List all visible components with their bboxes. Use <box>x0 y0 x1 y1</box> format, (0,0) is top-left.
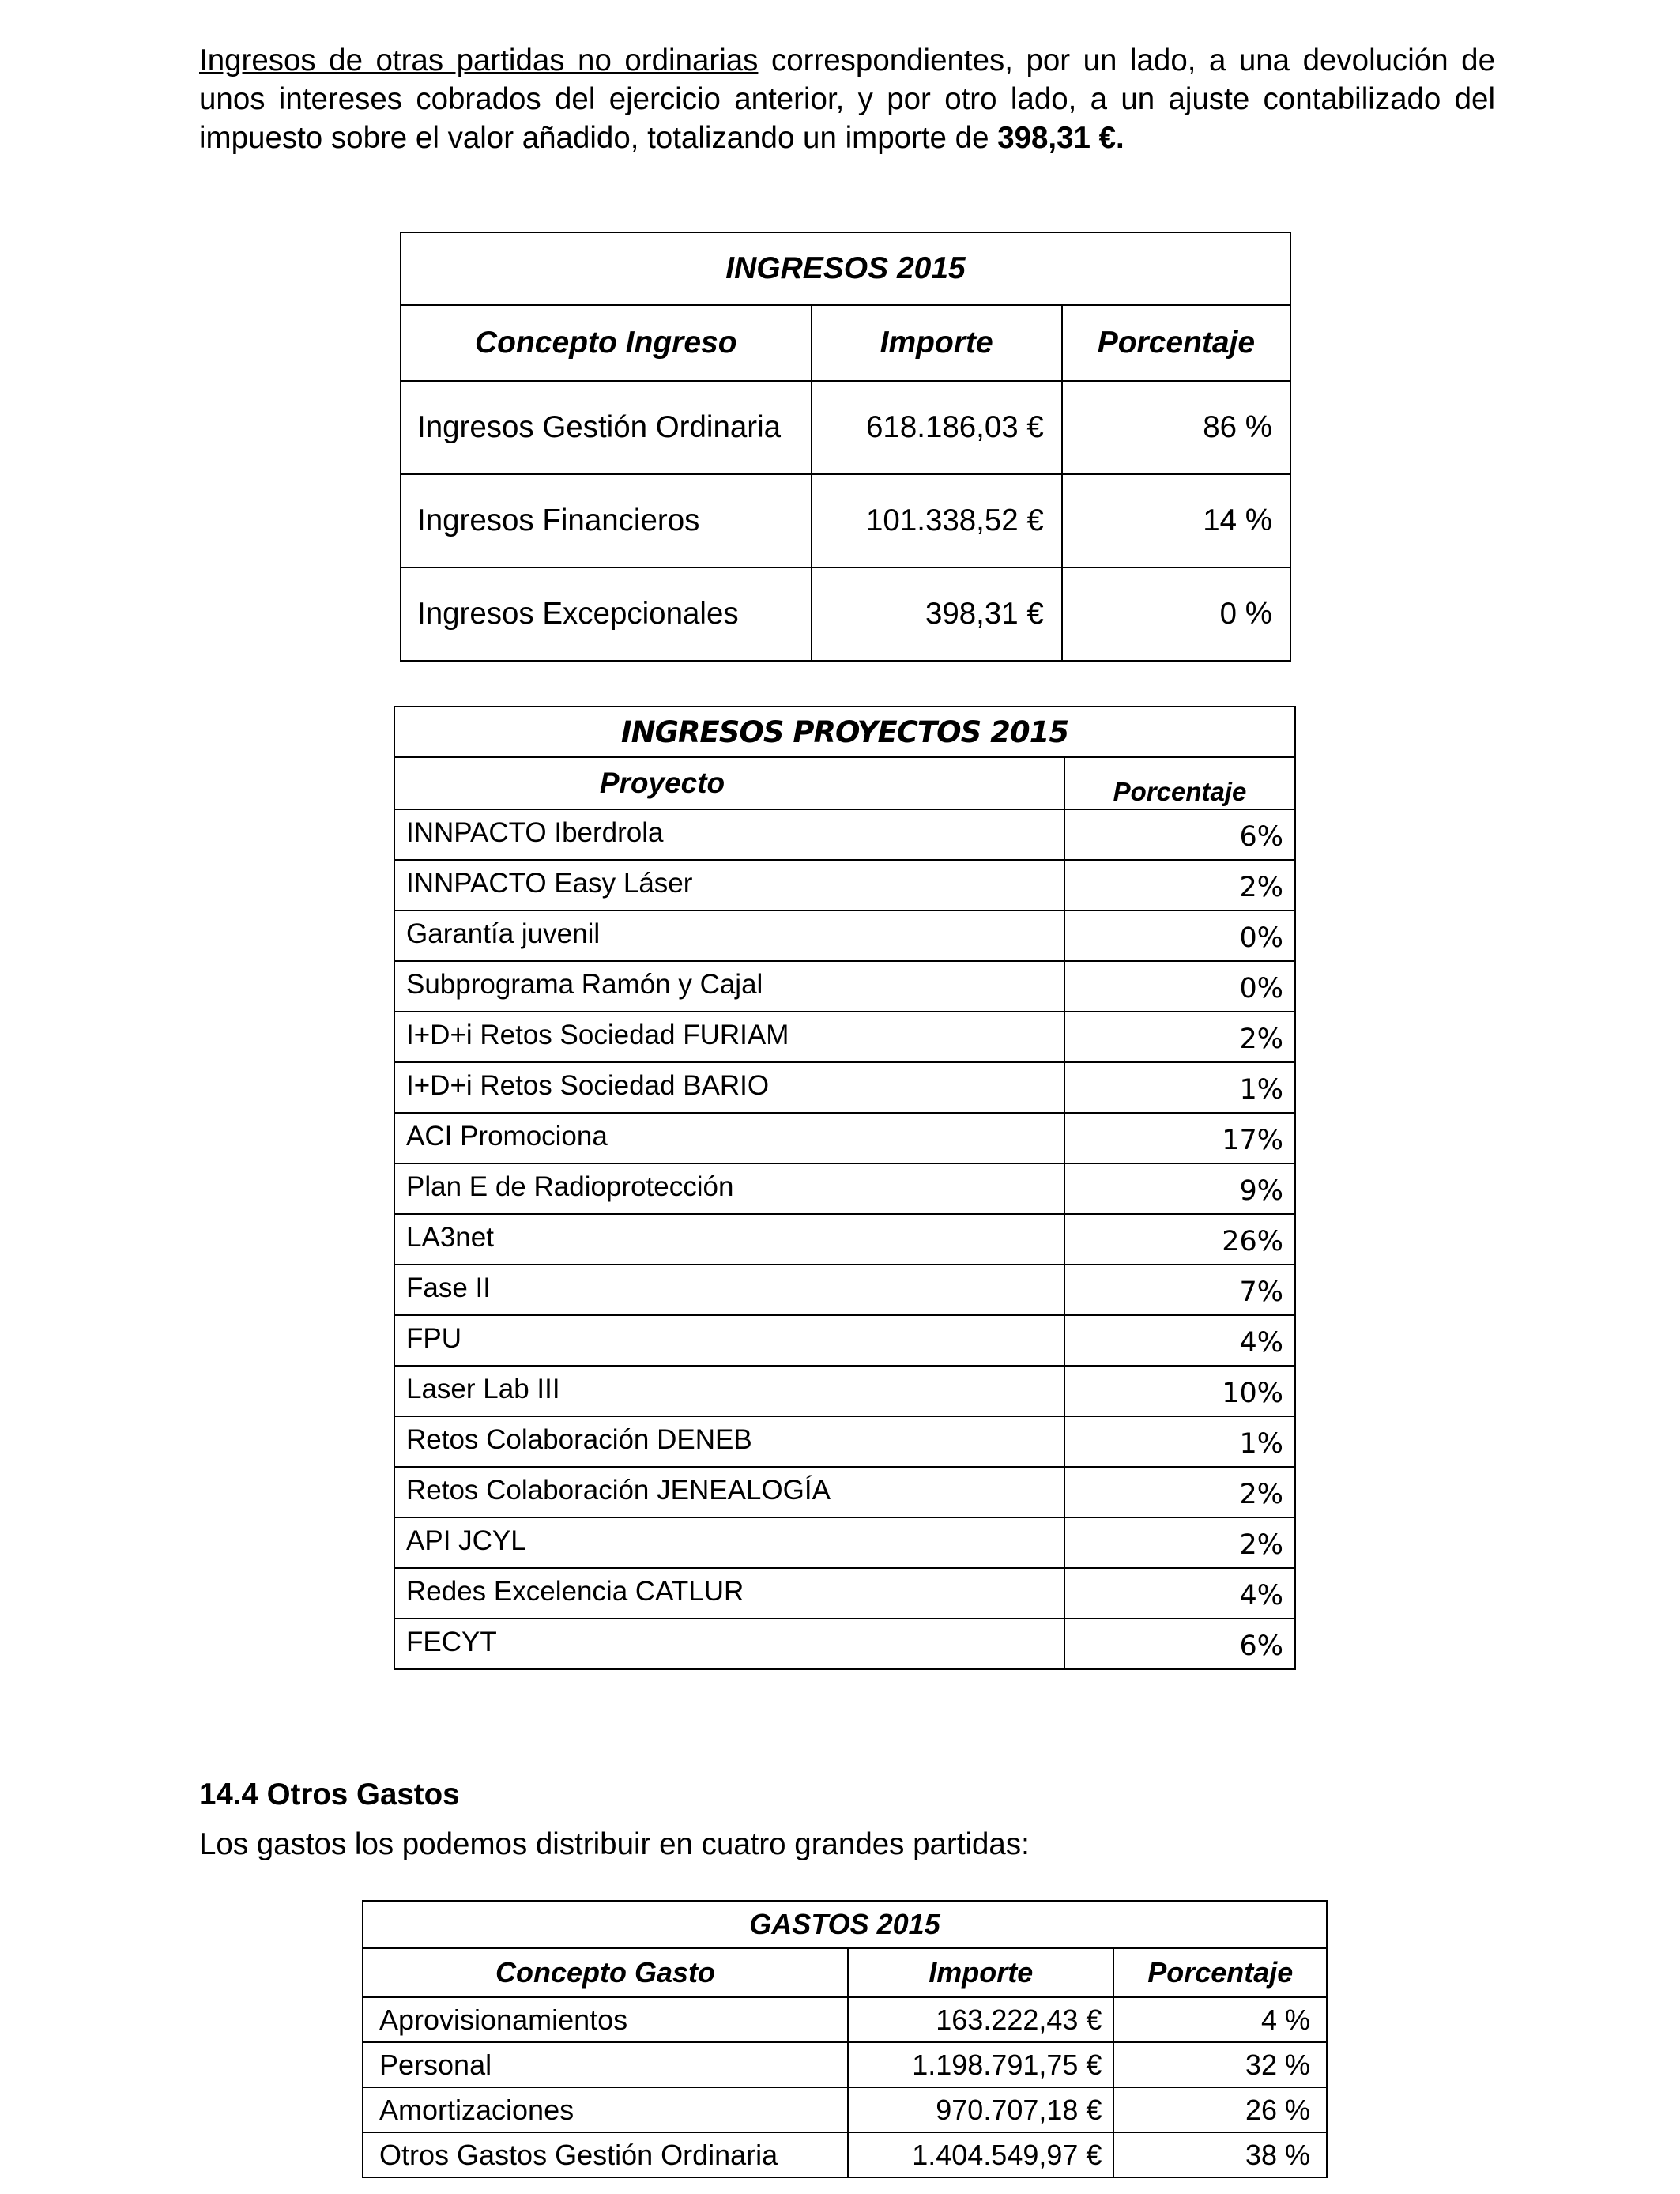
concepto-cell: Ingresos Gestión Ordinaria <box>401 381 812 474</box>
concepto-cell: Personal <box>363 2042 848 2087</box>
porcentaje-cell: 1% <box>1064 1416 1295 1467</box>
table-row <box>363 2087 1327 2132</box>
porcentaje-cell: 2% <box>1064 1517 1295 1568</box>
proyecto-cell: I+D+i Retos Sociedad BARIO <box>394 1062 1064 1113</box>
importe-cell: 618.186,03 € <box>812 381 1062 474</box>
table-row <box>394 1416 1295 1467</box>
ingresos-table-title: INGRESOS 2015 <box>401 232 1290 305</box>
porcentaje-cell: 4% <box>1064 1568 1295 1619</box>
importe-cell: 398,31 € <box>812 567 1062 661</box>
importe-cell: 1.198.791,75 € <box>848 2042 1113 2087</box>
proyecto-cell: Fase II <box>394 1265 1064 1315</box>
proyecto-cell: INNPACTO Iberdrola <box>394 809 1064 860</box>
concepto-cell: Amortizaciones <box>363 2087 848 2132</box>
porcentaje-cell: 10% <box>1064 1366 1295 1416</box>
porcentaje-cell: 86 % <box>1062 381 1290 474</box>
table-row <box>394 1568 1295 1619</box>
table-row <box>401 567 1290 661</box>
proyecto-cell: Laser Lab III <box>394 1366 1064 1416</box>
porcentaje-cell: 0 % <box>1062 567 1290 661</box>
table-row <box>394 910 1295 961</box>
porcentaje-cell: 0% <box>1064 910 1295 961</box>
proyecto-cell: FECYT <box>394 1619 1064 1669</box>
importe-cell: 101.338,52 € <box>812 474 1062 567</box>
proyectos-table-title: INGRESOS PROYECTOS 2015 <box>394 707 1295 757</box>
porcentaje-cell: 26% <box>1064 1214 1295 1265</box>
intro-paragraph <box>199 41 1495 157</box>
concepto-cell: Aprovisionamientos <box>363 1997 848 2042</box>
porcentaje-cell: 7% <box>1064 1265 1295 1315</box>
porcentaje-cell: 0% <box>1064 961 1295 1012</box>
importe-cell: 1.404.549,97 € <box>848 2132 1113 2177</box>
porcentaje-cell: 9% <box>1064 1163 1295 1214</box>
table-row <box>394 809 1295 860</box>
porcentaje-cell: 17% <box>1064 1113 1295 1163</box>
table-row <box>394 1113 1295 1163</box>
header-concepto: Concepto Gasto <box>363 1948 848 1997</box>
table-row <box>394 961 1295 1012</box>
porcentaje-cell: 14 % <box>1062 474 1290 567</box>
header-porcentaje: Porcentaje <box>1062 305 1290 381</box>
header-proyecto: Proyecto <box>394 757 1064 809</box>
porcentaje-cell: 1% <box>1064 1062 1295 1113</box>
header-importe: Importe <box>848 1948 1113 1997</box>
section-intro: Los gastos los podemos distribuir en cuatro grandes partidas: <box>199 1827 1030 1861</box>
proyectos-table <box>394 706 1296 1670</box>
concepto-cell: Otros Gastos Gestión Ordinaria <box>363 2132 848 2177</box>
proyecto-cell: API JCYL <box>394 1517 1064 1568</box>
header-importe: Importe <box>812 305 1062 381</box>
porcentaje-cell: 26 % <box>1113 2087 1327 2132</box>
porcentaje-cell: 38 % <box>1113 2132 1327 2177</box>
table-row <box>394 1062 1295 1113</box>
table-row <box>394 1265 1295 1315</box>
gastos-table <box>362 1900 1328 2178</box>
concepto-cell: Ingresos Excepcionales <box>401 567 812 661</box>
table-row <box>363 1997 1327 2042</box>
porcentaje-cell: 4 % <box>1113 1997 1327 2042</box>
importe-cell: 970.707,18 € <box>848 2087 1113 2132</box>
table-row <box>394 1214 1295 1265</box>
proyecto-cell: Garantía juvenil <box>394 910 1064 961</box>
table-row <box>394 1163 1295 1214</box>
porcentaje-cell: 6% <box>1064 1619 1295 1669</box>
table-row <box>394 1012 1295 1062</box>
underlined-term: Ingresos de otras partidas no ordinarias <box>199 43 759 77</box>
gastos-table-title: GASTOS 2015 <box>363 1901 1327 1948</box>
porcentaje-cell: 6% <box>1064 809 1295 860</box>
paragraph-text: correspondientes, por un lado, a una devolución de unos intereses cobrados del ejercicio anterior, y por otro lado, a un ajuste contabilizado del impuesto sobre el valor añadido, totalizando un importe de <box>199 43 1495 155</box>
porcentaje-cell: 32 % <box>1113 2042 1327 2087</box>
porcentaje-cell: 4% <box>1064 1315 1295 1366</box>
header-porcentaje: Porcentaje <box>1064 757 1295 809</box>
table-row <box>401 474 1290 567</box>
ingresos-table <box>400 232 1291 662</box>
table-row <box>363 2132 1327 2177</box>
proyecto-cell: ACI Promociona <box>394 1113 1064 1163</box>
proyecto-cell: Retos Colaboración DENEB <box>394 1416 1064 1467</box>
proyecto-cell: INNPACTO Easy Láser <box>394 860 1064 910</box>
proyecto-cell: LA3net <box>394 1214 1064 1265</box>
section-heading: 14.4 Otros Gastos <box>199 1777 460 1811</box>
proyecto-cell: Retos Colaboración JENEALOGÍA <box>394 1467 1064 1517</box>
table-row <box>394 1366 1295 1416</box>
header-porcentaje: Porcentaje <box>1113 1948 1327 1997</box>
concepto-cell: Ingresos Financieros <box>401 474 812 567</box>
importe-cell: 163.222,43 € <box>848 1997 1113 2042</box>
proyecto-cell: Subprograma Ramón y Cajal <box>394 961 1064 1012</box>
table-row <box>394 1315 1295 1366</box>
porcentaje-cell: 2% <box>1064 1467 1295 1517</box>
proyecto-cell: Redes Excelencia CATLUR <box>394 1568 1064 1619</box>
table-row <box>394 1517 1295 1568</box>
header-concepto: Concepto Ingreso <box>401 305 812 381</box>
table-row <box>394 860 1295 910</box>
proyecto-cell: Plan E de Radioprotección <box>394 1163 1064 1214</box>
porcentaje-cell: 2% <box>1064 860 1295 910</box>
bold-amount: 398,31 €. <box>997 121 1124 155</box>
proyecto-cell: FPU <box>394 1315 1064 1366</box>
proyecto-cell: I+D+i Retos Sociedad FURIAM <box>394 1012 1064 1062</box>
porcentaje-cell: 2% <box>1064 1012 1295 1062</box>
table-row <box>363 2042 1327 2087</box>
table-row <box>394 1467 1295 1517</box>
table-row <box>401 381 1290 474</box>
table-row <box>394 1619 1295 1669</box>
